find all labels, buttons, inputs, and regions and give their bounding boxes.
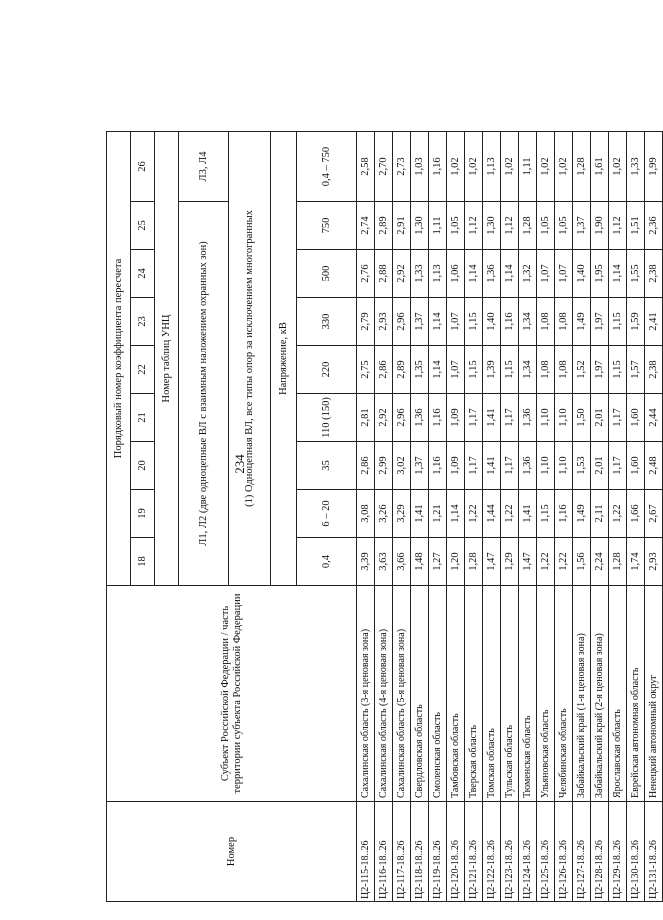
coefficient-value: 1,16: [429, 131, 447, 201]
table-row: [609, 131, 627, 901]
ordinal-number: 22: [131, 346, 155, 394]
coefficient-value: 2,96: [393, 394, 411, 442]
coefficient-value: 1,47: [519, 538, 537, 586]
coefficient-value: 1,56: [573, 538, 591, 586]
row-subject: Сахалинская область (5-я ценовая зона): [393, 586, 411, 802]
coefficient-value: 1,48: [411, 538, 429, 586]
coefficient-value: 1,07: [447, 346, 465, 394]
coefficient-value: 2,11: [591, 490, 609, 538]
coefficient-value: 1,16: [501, 298, 519, 346]
unc-table-label: Номер таблиц УНЦ: [155, 131, 179, 585]
voltage-header: 110 (150): [297, 394, 357, 442]
coefficient-value: 3,08: [357, 490, 375, 538]
table-row: [501, 131, 519, 901]
coefficient-value: 3,02: [393, 442, 411, 490]
coefficient-value: 1,22: [501, 490, 519, 538]
coefficient-value: 1,39: [483, 346, 501, 394]
coefficient-value: 1,30: [483, 202, 501, 250]
coefficient-value: 1,49: [573, 298, 591, 346]
row-code: Ц2-116-18..26: [375, 802, 393, 902]
coefficient-value: 1,16: [429, 442, 447, 490]
row-code: Ц2-125-18..26: [537, 802, 555, 902]
coefficient-value: 1,28: [573, 131, 591, 201]
voltage-header: 330: [297, 298, 357, 346]
row-subject: Забайкальский край (1-я ценовая зона): [573, 586, 591, 802]
coefficient-value: 1,35: [411, 346, 429, 394]
subject-column-header: Субъект Российской Федерации / часть территории субъекта Российской Федерации: [107, 586, 357, 802]
coefficient-value: 1,37: [573, 202, 591, 250]
coefficient-value: 1,07: [555, 250, 573, 298]
coefficient-table: [106, 131, 663, 902]
coefficient-value: 1,50: [573, 394, 591, 442]
table-row: [645, 131, 663, 901]
coefficient-value: 3,63: [375, 538, 393, 586]
coefficient-value: 1,33: [411, 250, 429, 298]
coefficient-value: 1,97: [591, 346, 609, 394]
coefficient-value: 1,20: [447, 538, 465, 586]
table-row: [537, 131, 555, 901]
coefficient-value: 1,32: [519, 250, 537, 298]
coefficient-value: 1,02: [447, 131, 465, 201]
coefficient-value: 1,74: [627, 538, 645, 586]
coefficient-value: 2,92: [375, 394, 393, 442]
coefficient-value: 1,36: [519, 394, 537, 442]
coefficient-value: 1,34: [519, 346, 537, 394]
coefficient-value: 1,12: [501, 202, 519, 250]
coefficient-value: 1,10: [555, 442, 573, 490]
voltage-header: 500: [297, 250, 357, 298]
coefficient-value: 1,40: [573, 250, 591, 298]
voltage-header: 0,4: [297, 538, 357, 586]
row-code: Ц2-120-18..26: [447, 802, 465, 902]
table-row: [375, 131, 393, 901]
page-number: 234: [232, 454, 247, 474]
row-code: Ц2-121-18..26: [465, 802, 483, 902]
coefficient-value: 1,37: [411, 442, 429, 490]
row-code: Ц2-128-18..26: [591, 802, 609, 902]
coefficient-value: 1,17: [501, 394, 519, 442]
coefficient-value: 3,26: [375, 490, 393, 538]
coefficient-value: 2,81: [357, 394, 375, 442]
coefficient-value: 2,01: [591, 394, 609, 442]
coefficient-value: 1,13: [483, 131, 501, 201]
coefficient-value: 2,67: [645, 490, 663, 538]
row-code: Ц2-119-18..26: [429, 802, 447, 902]
table-row: [465, 131, 483, 901]
coefficient-value: 1,13: [429, 250, 447, 298]
coefficient-value: 1,07: [537, 250, 555, 298]
coefficient-value: 3,39: [357, 538, 375, 586]
coefficient-value: 1,36: [411, 394, 429, 442]
coefficient-value: 1,28: [519, 202, 537, 250]
coefficient-value: 1,29: [501, 538, 519, 586]
coefficient-value: 1,11: [519, 131, 537, 201]
coefficient-value: 1,47: [483, 538, 501, 586]
coefficient-value: 1,30: [411, 202, 429, 250]
coefficient-value: 1,99: [645, 131, 663, 201]
row-subject: Еврейская автономная область: [627, 586, 645, 802]
coefficient-value: 2,36: [645, 202, 663, 250]
coefficient-value: 1,28: [465, 538, 483, 586]
voltage-header: 35: [297, 442, 357, 490]
coefficient-value: 1,14: [609, 250, 627, 298]
coefficient-value: 1,41: [483, 394, 501, 442]
row-subject: Сахалинская область (4-я ценовая зона): [375, 586, 393, 802]
coefficient-value: 1,08: [555, 346, 573, 394]
coefficient-value: 2,70: [375, 131, 393, 201]
coefficient-value: 2,93: [645, 538, 663, 586]
coefficient-value: 1,05: [447, 202, 465, 250]
table-body: [357, 131, 663, 901]
coefficient-value: 1,36: [519, 442, 537, 490]
coefficient-value: 2,89: [393, 346, 411, 394]
row-subject: Томская область: [483, 586, 501, 802]
table-row: [411, 131, 429, 901]
coefficient-value: 1,97: [591, 298, 609, 346]
coefficient-value: 1,14: [465, 250, 483, 298]
row-code: Ц2-117-18..26: [393, 802, 411, 902]
table-row: [393, 131, 411, 901]
coefficient-value: 1,52: [573, 346, 591, 394]
coefficient-value: 1,12: [609, 202, 627, 250]
voltage-title: Напряжение, кВ: [271, 131, 297, 585]
coefficient-value: 1,02: [465, 131, 483, 201]
coefficient-value: 1,09: [447, 442, 465, 490]
coefficient-value: 1,10: [537, 394, 555, 442]
voltage-header: 0,4 – 750: [297, 131, 357, 201]
coefficient-value: 1,06: [447, 250, 465, 298]
number-column-header: Номер: [107, 802, 357, 902]
ordinal-number: 20: [131, 442, 155, 490]
coefficient-value: 2,88: [375, 250, 393, 298]
coefficient-value: 1,14: [447, 490, 465, 538]
row-subject: Ярославская область: [609, 586, 627, 802]
coefficient-value: 1,49: [573, 490, 591, 538]
row-subject: Забайкальский край (2-я ценовая зона): [591, 586, 609, 802]
coefficient-value: 2,89: [375, 202, 393, 250]
row-subject: Свердловская область: [411, 586, 429, 802]
coefficient-value: 1,27: [429, 538, 447, 586]
coefficient-value: 2,93: [375, 298, 393, 346]
ordinal-number: 18: [131, 538, 155, 586]
row-subject: Ненецкий автономный округ: [645, 586, 663, 802]
coefficient-value: 1,15: [609, 298, 627, 346]
coefficient-value: 1,17: [609, 442, 627, 490]
coefficient-value: 1,21: [429, 490, 447, 538]
table-row: [483, 131, 501, 901]
coefficient-value: 1,15: [501, 346, 519, 394]
coefficient-value: 2,76: [357, 250, 375, 298]
coefficient-value: 1,22: [537, 538, 555, 586]
ordinal-number: 23: [131, 298, 155, 346]
coefficient-value: 1,16: [429, 394, 447, 442]
unc-group-label: Л1, Л2 (две одноцепные ВЛ с взаимным наложением охранных зон): [179, 202, 229, 586]
ordinal-number: 21: [131, 394, 155, 442]
table-row: [591, 131, 609, 901]
coefficient-value: 1,33: [627, 131, 645, 201]
voltage-header: 6 – 20: [297, 490, 357, 538]
coefficient-value: 1,22: [465, 490, 483, 538]
coefficient-value: 2,86: [357, 442, 375, 490]
coefficient-value: 1,15: [465, 298, 483, 346]
coefficient-value: 3,29: [393, 490, 411, 538]
table-row: [627, 131, 645, 901]
coefficient-value: 2,38: [645, 346, 663, 394]
table-row: [429, 131, 447, 901]
coefficient-value: 1,14: [429, 298, 447, 346]
ordinal-number: 19: [131, 490, 155, 538]
coefficient-value: 1,02: [501, 131, 519, 201]
ordinal-number: 24: [131, 250, 155, 298]
coefficient-value: 1,17: [609, 394, 627, 442]
coefficient-value: 2,01: [591, 442, 609, 490]
table-row: [555, 131, 573, 901]
coefficient-value: 1,15: [609, 346, 627, 394]
unc-last-label: Л3, Л4: [179, 131, 229, 201]
coefficient-value: 1,14: [429, 346, 447, 394]
coefficient-value: 1,15: [537, 490, 555, 538]
coefficient-value: 1,08: [537, 346, 555, 394]
coefficient-value: 1,09: [447, 394, 465, 442]
row-code: Ц2-129-18..26: [609, 802, 627, 902]
coefficient-value: 1,16: [555, 490, 573, 538]
coefficient-value: 2,75: [357, 346, 375, 394]
coefficient-value: 1,57: [627, 346, 645, 394]
coefficient-value: 1,66: [627, 490, 645, 538]
coefficient-value: 2,79: [357, 298, 375, 346]
row-code: Ц2-124-18..26: [519, 802, 537, 902]
coefficient-value: 1,08: [555, 298, 573, 346]
coefficient-value: 1,11: [429, 202, 447, 250]
row-subject: Тульская область: [501, 586, 519, 802]
coefficient-value: 1,12: [465, 202, 483, 250]
row-subject: Ульяновская область: [537, 586, 555, 802]
coefficient-value: 1,60: [627, 394, 645, 442]
table-row: [357, 131, 375, 901]
coefficient-value: 1,95: [591, 250, 609, 298]
coefficient-value: 1,02: [537, 131, 555, 201]
coefficient-value: 1,07: [447, 298, 465, 346]
coefficient-value: 2,24: [591, 538, 609, 586]
row-code: Ц2-115-18..26: [357, 802, 375, 902]
coefficient-value: 1,55: [627, 250, 645, 298]
coefficient-value: 1,44: [483, 490, 501, 538]
ordinal-number: 26: [131, 131, 155, 201]
coefficient-value: 2,96: [393, 298, 411, 346]
coefficient-value: 1,41: [411, 490, 429, 538]
coefficient-value: 1,17: [465, 442, 483, 490]
row-code: Ц2-131-18..26: [645, 802, 663, 902]
table-row: [519, 131, 537, 901]
row-subject: Сахалинская область (3-я ценовая зона): [357, 586, 375, 802]
coefficient-value: 2,73: [393, 131, 411, 201]
coefficient-value: 2,74: [357, 202, 375, 250]
voltage-header: 220: [297, 346, 357, 394]
row-code: Ц2-123-18..26: [501, 802, 519, 902]
coefficient-value: 2,58: [357, 131, 375, 201]
description-label: (1) Одноцепная ВЛ, все типы опор за исключением многогранных: [229, 131, 271, 585]
coefficient-value: 1,40: [483, 298, 501, 346]
coefficient-value: 1,08: [537, 298, 555, 346]
coefficient-value: 1,02: [555, 131, 573, 201]
coefficient-value: 1,41: [483, 442, 501, 490]
coefficient-value: 1,03: [411, 131, 429, 201]
ordinal-number: 25: [131, 202, 155, 250]
row-code: Ц2-127-18..26: [573, 802, 591, 902]
coefficient-value: 1,37: [411, 298, 429, 346]
coefficient-value: 1,02: [609, 131, 627, 201]
coefficient-value: 1,41: [519, 490, 537, 538]
coefficient-value: 1,53: [573, 442, 591, 490]
coefficient-value: 1,05: [537, 202, 555, 250]
coefficient-value: 1,10: [537, 442, 555, 490]
coefficient-value: 2,91: [393, 202, 411, 250]
row-subject: Тюменская область: [519, 586, 537, 802]
coefficient-value: 2,44: [645, 394, 663, 442]
coefficient-value: 2,41: [645, 298, 663, 346]
coefficient-value: 2,48: [645, 442, 663, 490]
row-subject: Челябинская область: [555, 586, 573, 802]
row-code: Ц2-122-18..26: [483, 802, 501, 902]
row-code: Ц2-118-18..26: [411, 802, 429, 902]
coefficient-value: 2,92: [393, 250, 411, 298]
coefficient-value: 1,22: [609, 490, 627, 538]
table-row: [573, 131, 591, 901]
coefficient-value: 1,10: [555, 394, 573, 442]
coefficient-value: 1,51: [627, 202, 645, 250]
table-row: [447, 131, 465, 901]
row-code: Ц2-126-18..26: [555, 802, 573, 902]
coefficient-value: 1,14: [501, 250, 519, 298]
coefficient-value: 1,22: [555, 538, 573, 586]
voltage-header: 750: [297, 202, 357, 250]
coefficient-value: 2,38: [645, 250, 663, 298]
row-subject: Смоленская область: [429, 586, 447, 802]
coefficient-value: 1,90: [591, 202, 609, 250]
ordinal-title: Порядковый номер коэффициента пересчета: [107, 131, 131, 585]
coefficient-value: 1,15: [465, 346, 483, 394]
coefficient-value: 3,66: [393, 538, 411, 586]
coefficient-value: 1,05: [555, 202, 573, 250]
coefficient-value: 1,60: [627, 442, 645, 490]
row-subject: Тверская область: [465, 586, 483, 802]
coefficient-value: 1,17: [501, 442, 519, 490]
coefficient-value: 1,59: [627, 298, 645, 346]
coefficient-value: 1,17: [465, 394, 483, 442]
row-subject: Тамбовская область: [447, 586, 465, 802]
row-code: Ц2-130-18..26: [627, 802, 645, 902]
coefficient-value: 1,61: [591, 131, 609, 201]
coefficient-value: 2,99: [375, 442, 393, 490]
coefficient-value: 1,34: [519, 298, 537, 346]
coefficient-value: 1,28: [609, 538, 627, 586]
coefficient-value: 1,36: [483, 250, 501, 298]
coefficient-value: 2,86: [375, 346, 393, 394]
